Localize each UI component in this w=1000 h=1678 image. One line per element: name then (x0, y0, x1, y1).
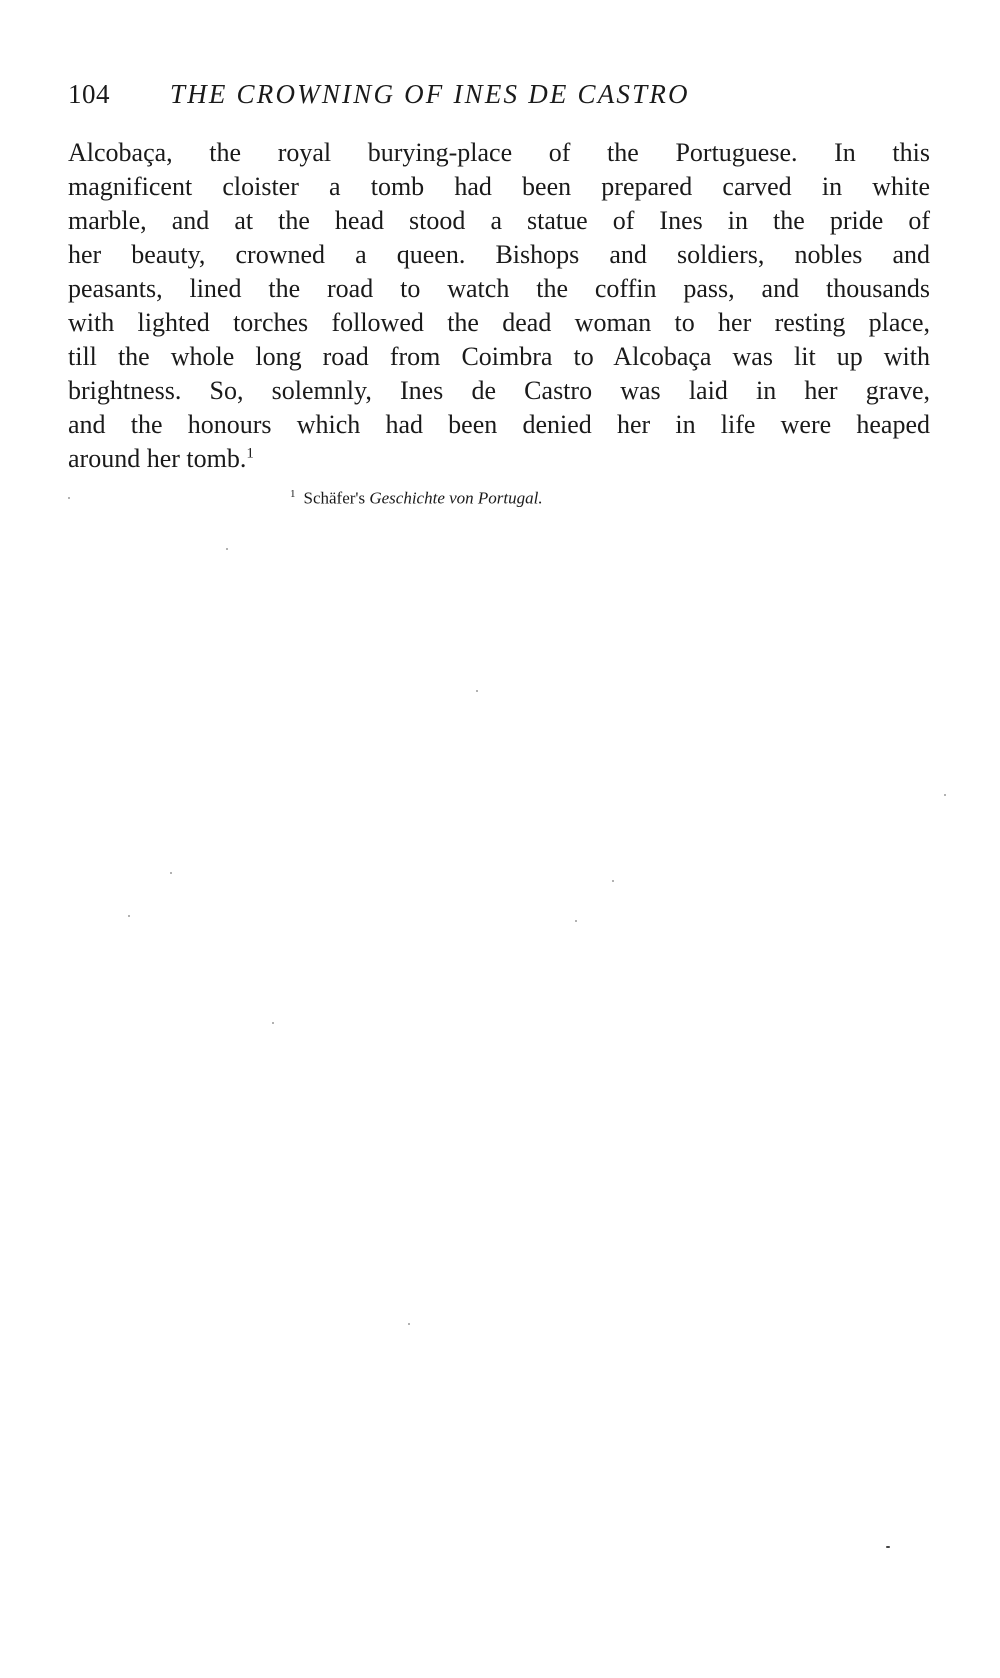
running-head (68, 74, 868, 114)
text-line: marble, and at the head stood a statue of Ines in the pride of (68, 206, 930, 235)
scan-speck (170, 872, 172, 874)
scan-speck (68, 497, 70, 499)
scan-speck (408, 1323, 410, 1325)
text-line: and the honours which had been denied her in life were heaped (68, 410, 930, 439)
scan-speck (575, 920, 577, 922)
scan-speck (226, 548, 228, 550)
text-line: till the whole long road from Coimbra to Alcobaça was lit up with (68, 342, 930, 371)
footnote-mark: 1 (290, 488, 296, 500)
scan-speck (272, 1022, 274, 1024)
scan-speck (944, 794, 946, 796)
scan-speck (886, 1546, 890, 1548)
scan-speck (128, 915, 130, 917)
footnote-author: Schäfer's (303, 488, 366, 508)
footnote-reference: 1 (246, 445, 254, 462)
text-line-content: around her tomb. (68, 444, 247, 473)
text-line: peasants, lined the road to watch the coffin pass, and thousands (68, 274, 930, 303)
text-line: with lighted torches followed the dead woman to her resting place, (68, 308, 930, 337)
footnote-title: Geschichte von Portugal. (369, 488, 543, 508)
text-line: Alcobaça, the royal burying-place of the Portuguese. In this (68, 138, 930, 167)
running-title: THE CROWNING OF INES DE CASTRO (170, 79, 690, 109)
text-line: brightness. So, solemnly, Ines de Castro was laid in her grave, (68, 376, 930, 405)
footnote (290, 482, 543, 511)
scan-speck (476, 690, 478, 692)
body-paragraph (68, 136, 930, 476)
scan-speck (612, 880, 614, 882)
text-line: her beauty, crowned a queen. Bishops and soldiers, nobles and (68, 240, 930, 269)
page-number: 104 (68, 79, 110, 109)
text-line-last (68, 442, 930, 476)
text-line: magnificent cloister a tomb had been prepared carved in white (68, 172, 930, 201)
